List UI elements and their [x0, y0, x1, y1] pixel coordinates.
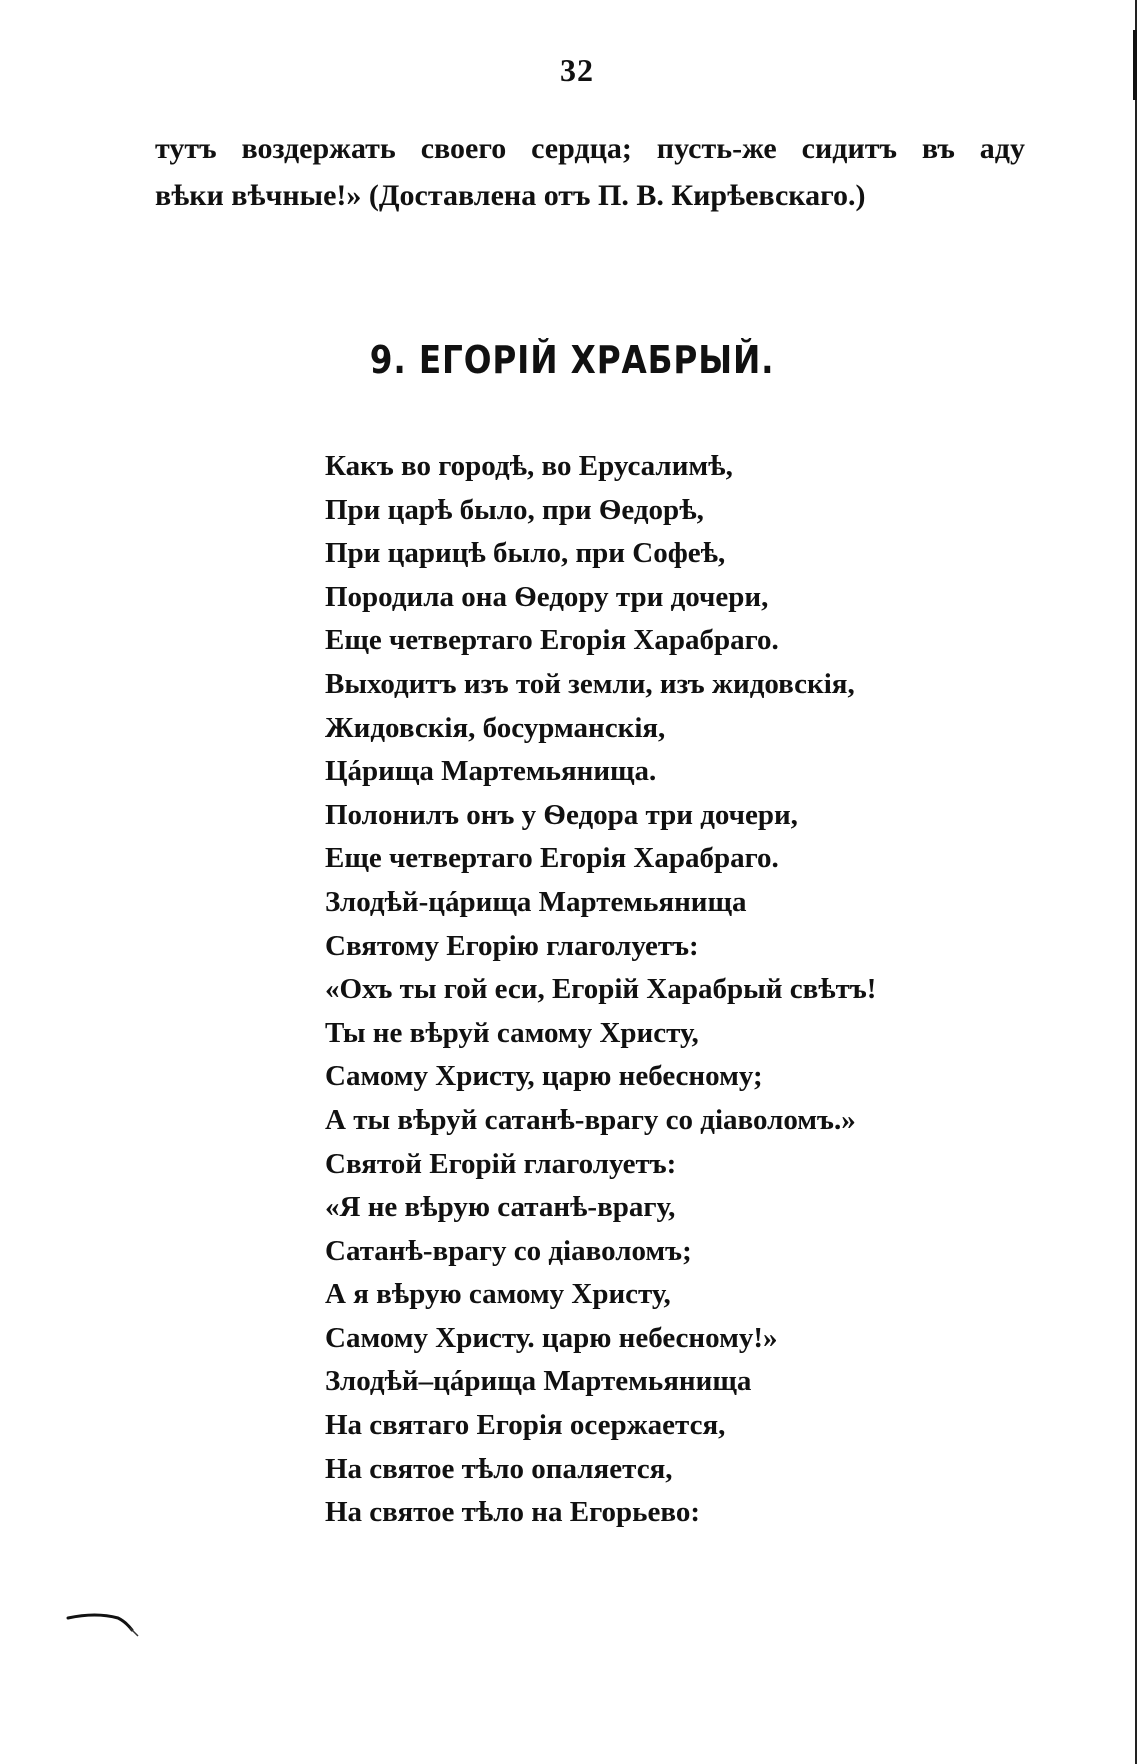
verse-line: Святой Егорій глаголуетъ: [325, 1147, 677, 1180]
page-number: 32 [560, 52, 594, 88]
verse-line: Злодѣй–цáрища Мартемьянища [325, 1365, 752, 1398]
verse-line: Самому Христу, царю небесному; [325, 1060, 763, 1093]
prose-word: тутъ [155, 132, 217, 165]
ink-mark [66, 1612, 146, 1642]
prose-word: воздержать [241, 132, 396, 165]
prose-word: сидитъ [801, 132, 897, 165]
verse-line: Самому Христу. царю небесному!» [325, 1321, 778, 1354]
verse-line: Святому Егорію глаголуетъ: [325, 929, 699, 962]
prose-line-2: вѣки вѣчные!» (Доставлена отъ П. В. Кирѣевскаго.) [155, 179, 866, 212]
page-edge-mark [1133, 30, 1137, 100]
section-heading: 9. ЕГОРІЙ ХРАБРЫЙ. [369, 338, 775, 382]
verse-line: «Охъ ты гой еси, Егорій Харабрый свѣтъ! [325, 973, 877, 1006]
page-edge-line [1135, 0, 1137, 1764]
verse-line: Еще четвертаго Егорія Харабраго. [325, 842, 779, 875]
prose-word: своего [420, 132, 507, 165]
prose-paragraph [155, 125, 1025, 219]
verse-line: А я вѣрую самому Христу, [325, 1278, 671, 1311]
verse-line: Сатанѣ-врагу со діаволомъ; [325, 1234, 692, 1267]
verse-line: На святаго Егорія осержается, [325, 1409, 726, 1442]
verse-line: Выходитъ изъ той земли, изъ жидовскія, [325, 667, 855, 700]
verse-line: При царѣ было, при Ѳедорѣ, [325, 493, 704, 526]
prose-word: сердца; [531, 132, 632, 165]
verse-line: Полонилъ онъ у Ѳедора три дочери, [325, 798, 798, 831]
verse-line: На святое тѣло на Егорьево: [325, 1496, 701, 1529]
verse-block [325, 445, 876, 1535]
verse-line: «Я не вѣрую сатанѣ-врагу, [325, 1191, 676, 1224]
verse-line: Какъ во городѣ, во Ерусалимѣ, [325, 450, 733, 482]
verse-line: На святое тѣло опаляется, [325, 1452, 673, 1485]
prose-word: въ [921, 132, 955, 165]
verse-line: Цáрища Мартемьянища. [325, 755, 657, 788]
verse-line: Злодѣй-цáрища Мартемьянища [325, 885, 747, 918]
verse-line: А ты вѣруй сатанѣ-врагу со діаволомъ.» [325, 1103, 856, 1136]
verse-line: Ты не вѣруй самому Христу, [325, 1016, 699, 1049]
verse-line: Жидовскія, босурманскія, [325, 711, 666, 744]
verse-line: Породила она Ѳедору три дочери, [325, 580, 769, 613]
verse-line: Еще четвертаго Егорія Харабраго. [325, 624, 779, 657]
verse-line: При царицѣ было, при Софеѣ, [325, 537, 726, 570]
prose-line-1 [155, 125, 1025, 172]
prose-word: аду [979, 132, 1025, 165]
prose-word: пусть-же [656, 132, 777, 165]
